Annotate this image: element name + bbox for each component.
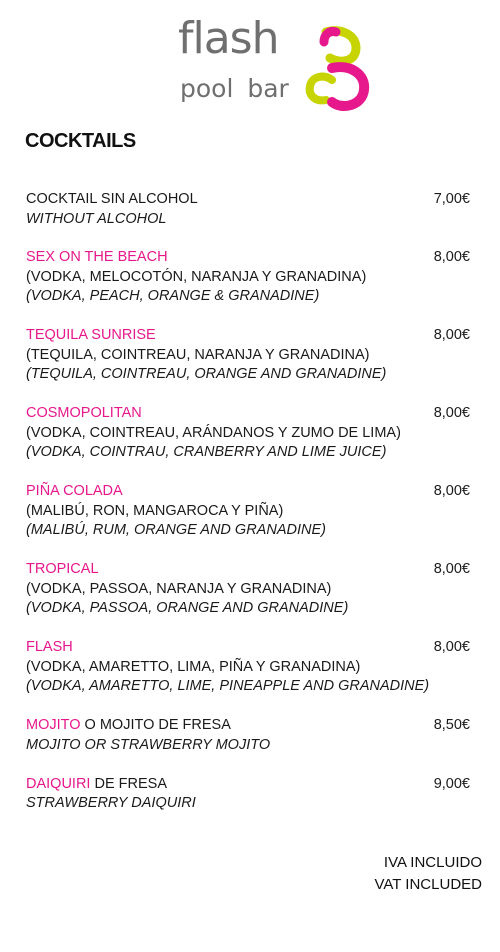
item-price: 8,00€: [433, 639, 470, 655]
item-name: SEX ON THE BEACH: [26, 249, 168, 265]
item-description-es: (VODKA, PASSOA, NARANJA Y GRANADINA): [26, 580, 332, 597]
menu-item: [26, 775, 476, 814]
item-price: 8,00€: [433, 405, 470, 421]
logo-magenta-loop-bottom: [332, 67, 364, 106]
item-name: TROPICAL: [26, 561, 99, 577]
item-name-suffix: DE FRESA: [90, 775, 167, 792]
menu-item: [26, 482, 476, 541]
section-title: COCKTAILS: [25, 130, 136, 152]
flash-pool-bar-logo: [178, 14, 378, 106]
menu-item: [26, 638, 476, 697]
item-price: 9,00€: [433, 775, 470, 792]
logo-magenta-loop-top: [324, 31, 336, 42]
item-description-es: (VODKA, MELOCOTÓN, NARANJA Y GRANADINA): [26, 268, 367, 285]
item-price: 8,00€: [433, 483, 470, 499]
item-price: 8,50€: [433, 717, 470, 733]
item-name: COSMOPOLITAN: [26, 405, 142, 421]
item-description-es: (TEQUILA, COINTREAU, NARANJA Y GRANADINA): [26, 346, 370, 363]
menu-item: [26, 326, 476, 385]
vat-note-en: VAT INCLUDED: [374, 876, 482, 893]
item-description-en: (MALIBÚ, RUM, ORANGE AND GRANADINE): [26, 522, 326, 538]
menu-item: [26, 404, 476, 463]
item-description-en: MOJITO OR STRAWBERRY MOJITO: [26, 736, 271, 753]
vat-note-es: IVA INCLUIDO: [383, 854, 482, 871]
item-name-line: [26, 638, 476, 658]
item-name: PIÑA COLADA: [26, 483, 123, 499]
item-name-line: [26, 248, 476, 268]
menu-item: [26, 716, 476, 755]
cocktail-menu: [26, 190, 476, 814]
item-name: COCKTAIL SIN ALCOHOL: [26, 191, 198, 207]
item-name-line: [26, 404, 476, 424]
item-name-line: [26, 775, 476, 795]
item-description-en: WITHOUT ALCOHOL: [26, 210, 167, 227]
item-description-en: (TEQUILA, COINTREAU, ORANGE AND GRANADINE): [26, 366, 387, 382]
item-name-suffix: O MOJITO DE FRESA: [80, 717, 231, 733]
item-description-en: (VODKA, AMARETTO, LIME, PINEAPPLE AND GRANADINE): [26, 678, 430, 694]
item-name: TEQUILA SUNRISE: [26, 327, 156, 343]
logo-green-loop-bottom: [310, 77, 332, 101]
menu-item: [26, 190, 476, 229]
logo-loops-icon: [290, 24, 375, 114]
item-name: MOJITO: [26, 717, 81, 733]
logo-main-text: flash: [178, 13, 279, 64]
item-price: 8,00€: [433, 327, 470, 343]
menu-item: [26, 248, 476, 307]
item-name: FLASH: [26, 639, 73, 655]
item-description-en: STRAWBERRY DAIQUIRI: [26, 795, 196, 811]
item-price: 8,00€: [433, 249, 470, 265]
item-name-line: [26, 326, 476, 346]
menu-item: [26, 560, 476, 619]
vat-note: [374, 852, 482, 896]
item-price: 8,00€: [433, 561, 470, 577]
item-description-en: (VODKA, COINTRAU, CRANBERRY AND LIME JUICE): [26, 444, 387, 460]
logo-sub-text: pool bar: [180, 74, 289, 103]
item-description-en: (VODKA, PASSOA, ORANGE AND GRANADINE): [26, 600, 349, 616]
item-name-line: [26, 482, 476, 502]
item-price: 7,00€: [433, 191, 470, 207]
item-name-line: [26, 560, 476, 580]
item-name: DAIQUIRI: [26, 775, 91, 792]
item-description-es: (VODKA, COINTREAU, ARÁNDANOS Y ZUMO DE LIMA): [26, 424, 401, 441]
item-name-line: [26, 190, 476, 210]
item-name-line: [26, 716, 476, 736]
item-description-en: (VODKA, PEACH, ORANGE & GRANADINE): [26, 288, 320, 304]
item-description-es: (MALIBÚ, RON, MANGAROCA Y PIÑA): [26, 502, 284, 519]
item-description-es: (VODKA, AMARETTO, LIMA, PIÑA Y GRANADINA): [26, 658, 361, 675]
